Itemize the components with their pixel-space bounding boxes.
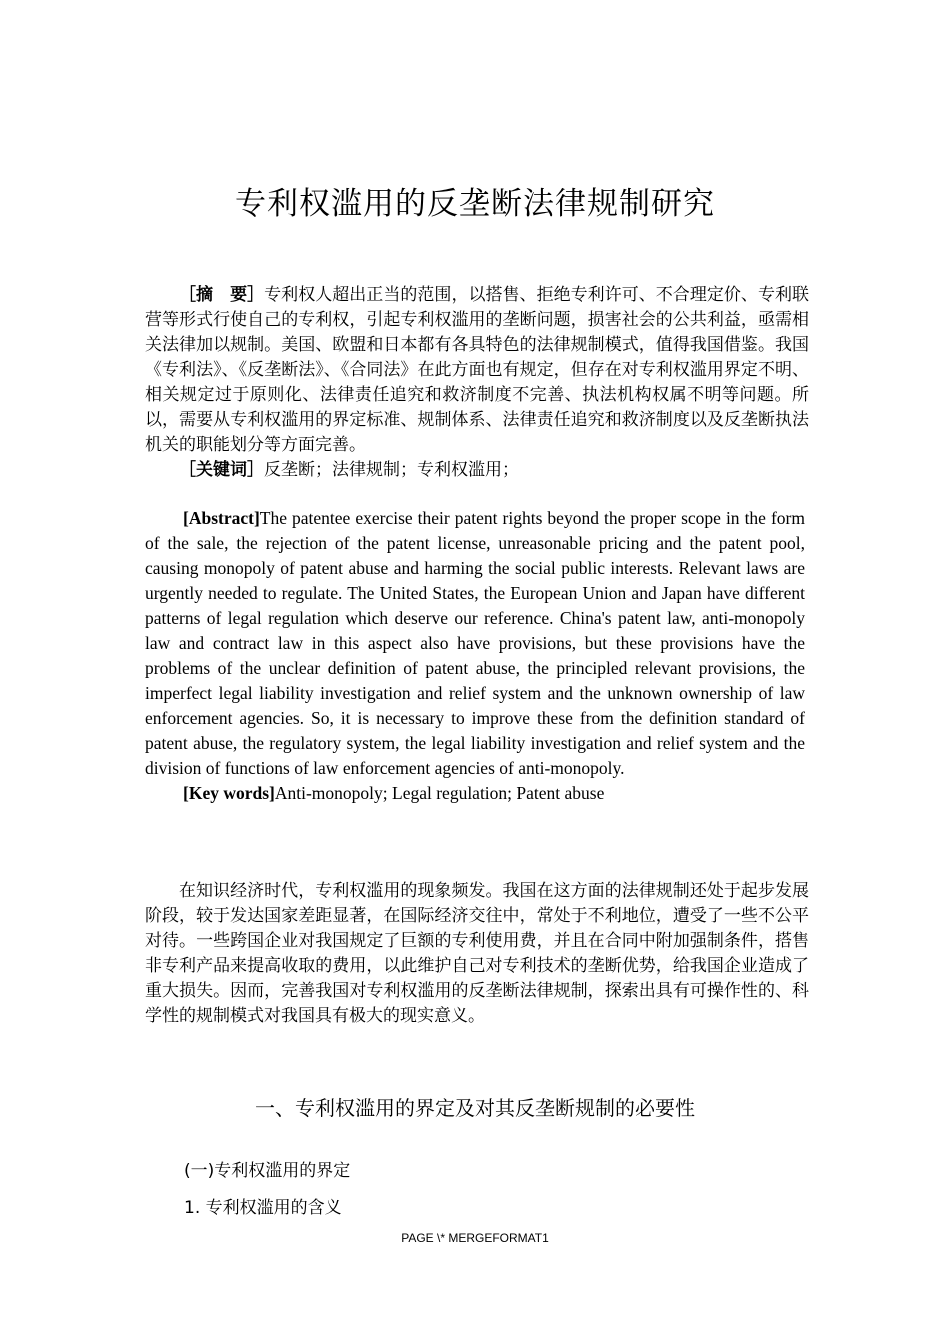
paper-title: 专利权滥用的反垄断法律规制研究 bbox=[235, 186, 715, 222]
section-heading-1: 一、专利权滥用的界定及对其反垄断规制的必要性 bbox=[255, 1096, 695, 1120]
abstract-zh-paragraph bbox=[145, 283, 809, 458]
subsubsection-heading-1: 1. 专利权滥用的含义 bbox=[184, 1198, 342, 1218]
introduction-section bbox=[145, 879, 809, 1029]
intro-paragraph: 在知识经济时代，专利权滥用的现象频发。我国在这方面的法律规制还处于起步发展阶段，较于发达国家差距显著，在国际经济交往中，常处于不利地位，遭受了一些不公平对待。一些跨国企业对我国规定了巨额的专利使用费，并且在合同中附加强制条件，搭售非专利产品来提高收取的费用，以此维护自己对专利技术的垄断优势，给我国企业造成了重大损失。因而，完善我国对专利权滥用的反垄断法律规制，探索出具有可操作性的、科学性的规制模式对我国具有极大的现实意义。 bbox=[145, 881, 809, 1026]
abstract-zh-label: ［摘 要］ bbox=[179, 285, 265, 305]
keywords-zh-label: ［关键词］ bbox=[179, 460, 264, 480]
abstract-en-paragraph bbox=[145, 506, 805, 781]
keywords-en-text: Anti-monopoly; Legal regulation; Patent abuse bbox=[274, 783, 605, 803]
keywords-zh-paragraph bbox=[145, 458, 809, 483]
keywords-en-paragraph bbox=[145, 781, 805, 806]
abstract-zh-text: 专利权人超出正当的范围，以搭售、拒绝专利许可、不合理定价、专利联营等形式行使自己的专利权，引起专利权滥用的垄断问题，损害社会的公共利益，亟需相关法律加以规制。美国、欧盟和日本都有各具特色的法律规制模式，值得我国借鉴。我国《专利法》、《反垄断法》、《合同法》在此方面也有规定，但存在对专利权滥用界定不明、相关规定过于原则化、法律责任追究和救济制度不完善、执法机构权属不明等问题。所以，需要从专利权滥用的界定标准、规制体系、法律责任追究和救济制度以及反垄断执法机关的职能划分等方面完善。 bbox=[145, 285, 810, 455]
subsection-heading-1: (一)专利权滥用的界定 bbox=[184, 1161, 351, 1181]
abstract-en-label: [Abstract] bbox=[183, 508, 260, 528]
english-abstract-section bbox=[145, 506, 805, 806]
keywords-zh-text: 反垄断；法律规制；专利权滥用； bbox=[264, 460, 519, 480]
chinese-abstract-section bbox=[145, 283, 809, 483]
keywords-en-label: [Key words] bbox=[183, 783, 275, 803]
abstract-en-text: The patentee exercise their patent rights beyond the proper scope in the form of the sale, the rejection of the patent license, unreasonable pricing and the patent pool, causing monopoly of patent abuse and harming the social public interests. Relevant laws are urgently needed to regulate. The United States, the European Union and Japan have different patterns of legal regulation which deserve our reference. China's patent law, anti-monopoly law and contract law in this aspect also have provisions, but these provisions have the problems of the unclear definition of patent abuse, the principled relevant provisions, the imperfect legal liability investigation and relief system and the unknown ownership of law enforcement agencies. So, it is necessary to improve these from the definition standard of patent abuse, the regulatory system, the legal liability investigation and relief system and the division of functions of law enforcement agencies of anti-monopoly. bbox=[145, 508, 805, 778]
page-footer: PAGE \* MERGEFORMAT1 bbox=[401, 1231, 549, 1245]
